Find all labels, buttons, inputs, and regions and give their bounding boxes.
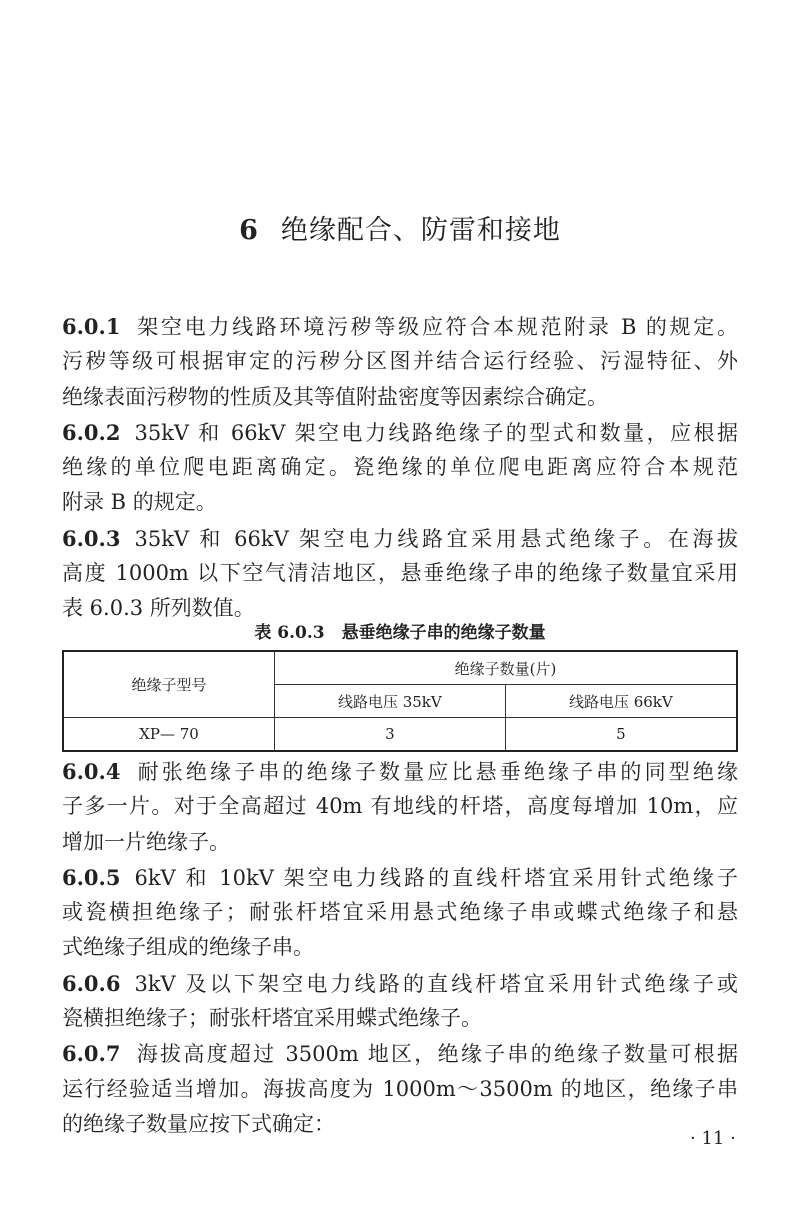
clause-text: 3kV 及以下架空电力线路的直线杆塔宜采用针式绝缘子或	[134, 971, 738, 996]
clause-line	[62, 309, 738, 344]
clause-line	[62, 789, 738, 824]
clause-text: 绝缘的单位爬电距离确定。瓷绝缘的单位爬电距离应符合本规范	[62, 455, 738, 480]
clause-line	[62, 1001, 738, 1036]
clause-text: 污秽等级可根据审定的污秽分区图并结合运行经验、污湿特征、外	[62, 349, 738, 374]
clause-line	[62, 825, 738, 860]
cell-66kv: 5	[505, 718, 737, 752]
insulator-count-table	[62, 650, 738, 752]
clause-line	[62, 485, 738, 520]
clause-text: 的绝缘子数量应按下式确定：	[62, 1111, 335, 1136]
clause-text: 耐张绝缘子串的绝缘子数量应比悬垂绝缘子串的同型绝缘	[134, 760, 738, 784]
clause-line	[62, 1107, 738, 1142]
clauses-after-table	[62, 754, 738, 1142]
clause-6-0-2	[62, 415, 738, 521]
clause-line	[62, 380, 738, 415]
clause-text: 子多一片。对于全高超过 40m 有地线的杆塔，高度每增加 10m，应	[62, 794, 738, 819]
clause-text: 表 6.0.3 所列数值。	[62, 596, 255, 621]
chapter-title	[0, 208, 800, 247]
clause-6-0-3	[62, 521, 738, 627]
clause-line	[62, 754, 738, 789]
clause-line	[62, 860, 738, 895]
clause-number: 6.0.2	[62, 419, 121, 445]
header-insulator-type: 绝缘子型号	[63, 651, 275, 718]
clause-6-0-1	[62, 309, 738, 415]
clause-text: 架空电力线路环境污秽等级应符合本规范附录 B 的规定。	[134, 315, 738, 339]
clause-line	[62, 930, 738, 965]
clause-text: 附录 B 的规定。	[62, 490, 217, 515]
chapter-number: 6	[239, 215, 259, 246]
clause-line	[62, 966, 738, 1001]
clause-line	[62, 1072, 738, 1107]
clause-line	[62, 895, 738, 930]
clause-text: 运行经验适当增加。海拔高度为 1000m～3500m 的地区，绝缘子串	[62, 1076, 738, 1101]
chapter-title-text: 绝缘配合、防雷和接地	[280, 215, 561, 246]
clause-text: 高度 1000m 以下空气清洁地区，悬垂绝缘子串的绝缘子数量宜采用	[62, 561, 738, 586]
clause-text: 35kV 和 66kV 架空电力线路宜采用悬式绝缘子。在海拔	[134, 526, 738, 551]
clause-line	[62, 1036, 738, 1071]
clause-text: 瓷横担绝缘子；耐张杆塔宜采用蝶式绝缘子。	[62, 1006, 482, 1031]
clause-text: 绝缘表面污秽物的性质及其等值附盐密度等因素综合确定。	[62, 384, 608, 409]
clause-number: 6.0.3	[62, 525, 121, 551]
page-number: · 11 ·	[690, 1128, 736, 1149]
clause-number: 6.0.5	[62, 864, 121, 890]
clause-text: 或瓷横担绝缘子；耐张杆塔宜采用悬式绝缘子串或蝶式绝缘子和悬	[62, 900, 738, 925]
clause-text: 海拔高度超过 3500m 地区，绝缘子串的绝缘子数量可根据	[134, 1042, 738, 1067]
cell-type: XP— 70	[63, 718, 275, 752]
clause-6-0-7	[62, 1036, 738, 1142]
clause-line	[62, 450, 738, 485]
clause-line	[62, 415, 738, 450]
cell-35kv: 3	[275, 718, 506, 752]
clause-number: 6.0.7	[62, 1041, 121, 1067]
table-section	[62, 616, 738, 760]
clause-6-0-5	[62, 860, 738, 966]
clause-6-0-6	[62, 966, 738, 1037]
clause-number: 6.0.1	[62, 314, 121, 339]
header-insulator-count: 绝缘子数量(片)	[275, 651, 738, 685]
clause-text: 式绝缘子组成的绝缘子串。	[62, 935, 314, 960]
clause-text: 增加一片绝缘子。	[62, 829, 230, 854]
clause-line	[62, 344, 738, 379]
table-row	[63, 718, 737, 752]
clause-text: 6kV 和 10kV 架空电力线路的直线杆塔宜采用针式绝缘子	[134, 865, 738, 890]
header-35kv: 线路电压 35kV	[275, 685, 506, 718]
header-66kv: 线路电压 66kV	[505, 685, 737, 718]
clause-6-0-4	[62, 754, 738, 860]
clause-line	[62, 521, 738, 556]
clauses-before-table	[62, 309, 738, 627]
clause-line	[62, 556, 738, 591]
clause-text: 35kV 和 66kV 架空电力线路绝缘子的型式和数量，应根据	[134, 420, 738, 445]
clause-number: 6.0.6	[62, 970, 121, 996]
table-caption: 表 6.0.3 悬垂绝缘子串的绝缘子数量	[254, 623, 546, 643]
clause-number: 6.0.4	[62, 759, 121, 784]
